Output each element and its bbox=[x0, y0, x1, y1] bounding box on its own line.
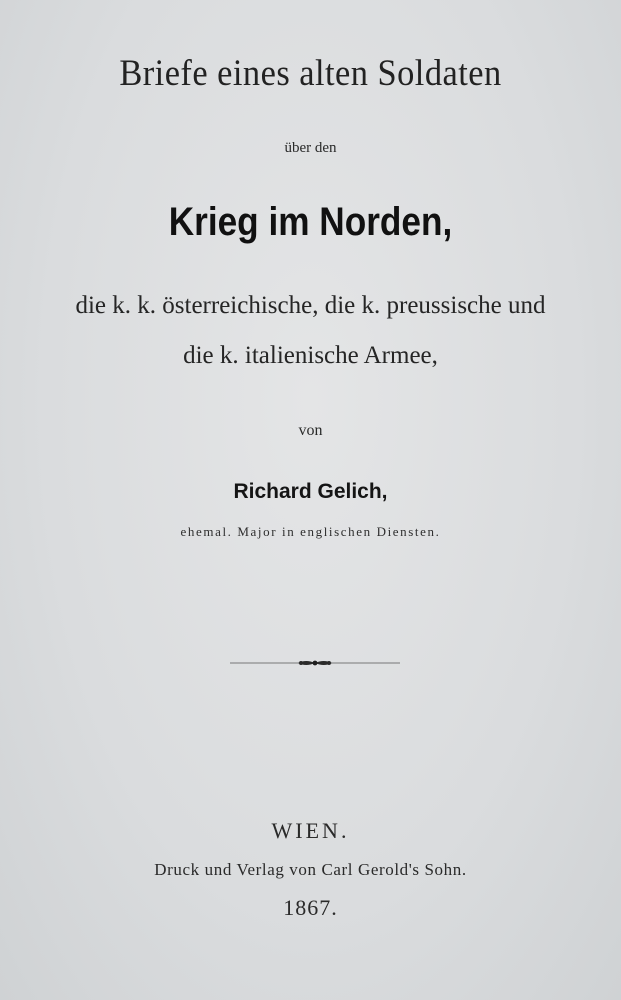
subtitle-connector: über den bbox=[284, 140, 337, 156]
author-name: Richard Gelich, bbox=[233, 480, 388, 503]
imprint-year: 1867. bbox=[283, 895, 338, 920]
description-line-1: die k. k. österreichische, die k. preussische und bbox=[75, 292, 546, 319]
ornament-rule bbox=[230, 656, 400, 670]
imprint-city: WIEN. bbox=[271, 818, 350, 843]
author-role: ehemal. Major in englischen Diensten. bbox=[180, 524, 441, 539]
imprint-publisher: Druck und Verlag von Carl Gerold's Sohn. bbox=[154, 860, 467, 879]
by-label: von bbox=[298, 422, 323, 439]
book-title: Briefe eines alten Soldaten bbox=[119, 53, 502, 94]
description-line-2: die k. italienische Armee, bbox=[183, 342, 438, 369]
main-title: Krieg im Norden, bbox=[168, 200, 453, 244]
